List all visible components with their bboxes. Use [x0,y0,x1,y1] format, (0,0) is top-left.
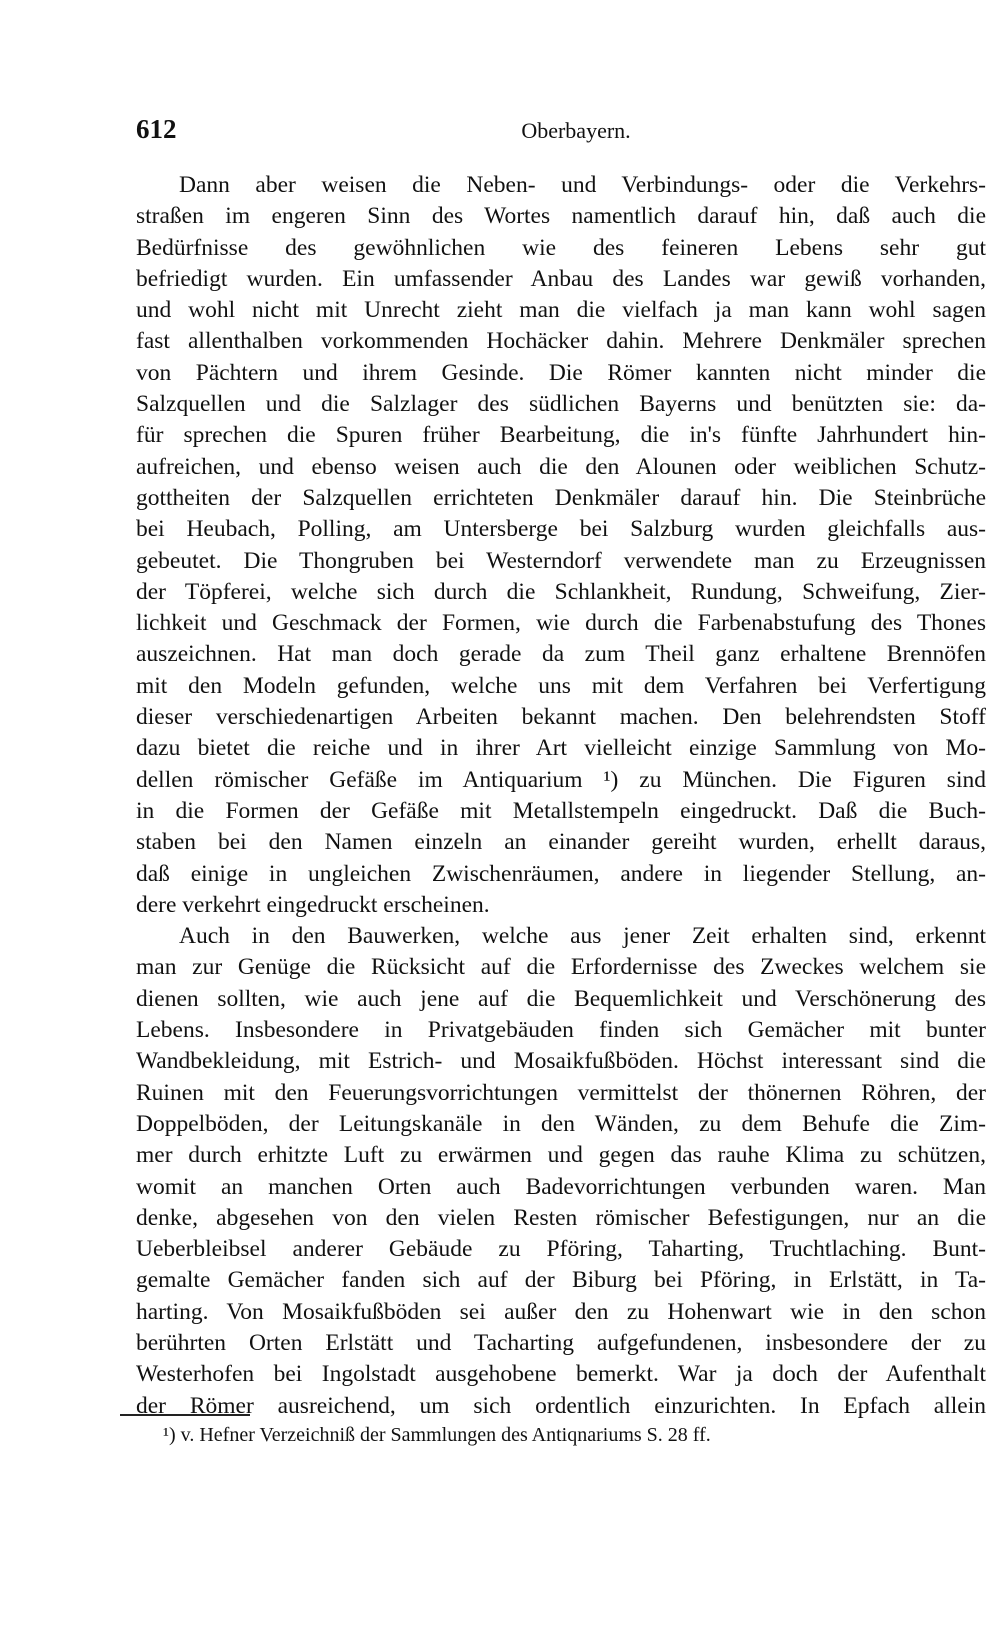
text-line: und wohl nicht mit Unrecht zieht man die vielfach ja man kann wohl sagen [136,297,986,324]
text-line: dienen sollten, wie auch jene auf die Bequemlichkeit und Verschönerung des [136,985,986,1012]
text-line: womit an manchen Orten auch Badevorrichtungen verbunden waren. Man [136,1173,986,1200]
footnote-rule [120,1414,250,1416]
text-line: mit den Modeln gefunden, welche uns mit dem Verfahren bei Verfertigung [136,672,986,699]
text-line: dellen römischer Gefäße im Antiquarium ¹) zu München. Die Figuren sind [136,766,986,793]
text-line: fast allenthalben vorkommenden Hochäcker dahin. Mehrere Denkmäler sprechen [136,328,986,355]
text-line: staben bei den Namen einzeln an einander gereiht wurden, erhellt daraus, [136,829,986,856]
footnote: ¹) v. Hefner Verzeichniß der Sammlungen des Antiqnariums S. 28 ff. [163,1424,711,1446]
text-line: von Pächtern und ihrem Gesinde. Die Römer kannten nicht minder die [136,359,986,386]
text-line: Ruinen mit den Feuerungsvorrichtungen vermittelst der thönernen Röhren, der [136,1079,986,1106]
page-number: 612 [136,114,177,144]
text-line: Doppelböden, der Leitungskanäle in den Wänden, zu dem Behufe die Zim- [136,1110,986,1137]
text-line: der Römer ausreichend, um sich ordentlich einzurichten. In Epfach allein [136,1392,986,1419]
text-line: Dann aber weisen die Neben- und Verbindungs- oder die Verkehrs- [179,172,986,198]
running-head: Oberbayern. [521,118,631,143]
text-line: straßen im engeren Sinn des Wortes namentlich darauf hin, daß auch die [136,203,986,230]
text-line: dieser verschiedenartigen Arbeiten bekannt machen. Den belehrendsten Stoff [136,704,986,731]
text-line: man zur Genüge die Rücksicht auf die Erfordernisse des Zweckes welchem sie [136,954,986,981]
text-line: daß einige in ungleichen Zwischenräumen, andere in liegender Stellung, an- [136,860,986,887]
page-header [136,114,986,154]
body-text [136,170,986,1422]
text-line: Auch in den Bauwerken, welche aus jener Zeit erhalten sind, erkennt [179,923,986,950]
text-line: Westerhofen bei Ingolstadt ausgehobene bemerkt. War ja doch der Aufenthalt [136,1361,986,1388]
text-line: dazu bietet die reiche und in ihrer Art vielleicht einzige Sammlung von Mo- [136,735,986,762]
text-line: mer durch erhitzte Luft zu erwärmen und gegen das rauhe Klima zu schützen, [136,1142,986,1169]
text-line: Lebens. Insbesondere in Privatgebäuden finden sich Gemächer mit bunter [136,1017,986,1044]
text-line: Ueberbleibsel anderer Gebäude zu Pföring, Taharting, Truchtlaching. Bunt- [136,1236,986,1263]
text-line: Wandbekleidung, mit Estrich- und Mosaikfußböden. Höchst interessant sind die [136,1048,986,1075]
text-line: Bedürfnisse des gewöhnlichen wie des feineren Lebens sehr gut [136,234,986,261]
text-line: gottheiten der Salzquellen errichteten Denkmäler darauf hin. Die Steinbrüche [136,484,986,511]
text-line: denke, abgesehen von den vielen Resten römischer Befestigungen, nur an die [136,1204,986,1231]
text-line: Salzquellen und die Salzlager des südlichen Bayerns und benützten sie: da- [136,391,986,418]
text-line: der Töpferei, welche sich durch die Schlankheit, Rundung, Schweifung, Zier- [136,578,986,605]
text-line: harting. Von Mosaikfußböden sei außer den zu Hohenwart wie in den schon [136,1298,986,1325]
text-line: für sprechen die Spuren früher Bearbeitung, die in's fünfte Jahrhundert hin- [136,422,986,449]
text-line: aufreichen, und ebenso weisen auch die den Alounen oder weiblichen Schutz- [136,453,986,480]
text-line: gebeutet. Die Thongruben bei Westerndorf verwendete man zu Erzeugnissen [136,547,986,574]
text-line: lichkeit und Geschmack der Formen, wie durch die Farbenabstufung des Thones [136,610,986,637]
text-line: befriedigt wurden. Ein umfassender Anbau des Landes war gewiß vorhanden, [136,265,986,292]
text-line: berührten Orten Erlstätt und Tacharting aufgefundenen, insbesondere der zu [136,1329,986,1356]
text-line: bei Heubach, Polling, am Untersberge bei Salzburg wurden gleichfalls aus- [136,516,986,543]
text-line: in die Formen der Gefäße mit Metallstempeln eingedruckt. Daß die Buch- [136,797,986,824]
text-line: dere verkehrt eingedruckt erscheinen. [136,891,490,918]
text-line: gemalte Gemächer fanden sich auf der Biburg bei Pföring, in Erlstätt, in Ta- [136,1267,986,1294]
text-line: auszeichnen. Hat man doch gerade da zum Theil ganz erhaltene Brennöfen [136,641,986,668]
